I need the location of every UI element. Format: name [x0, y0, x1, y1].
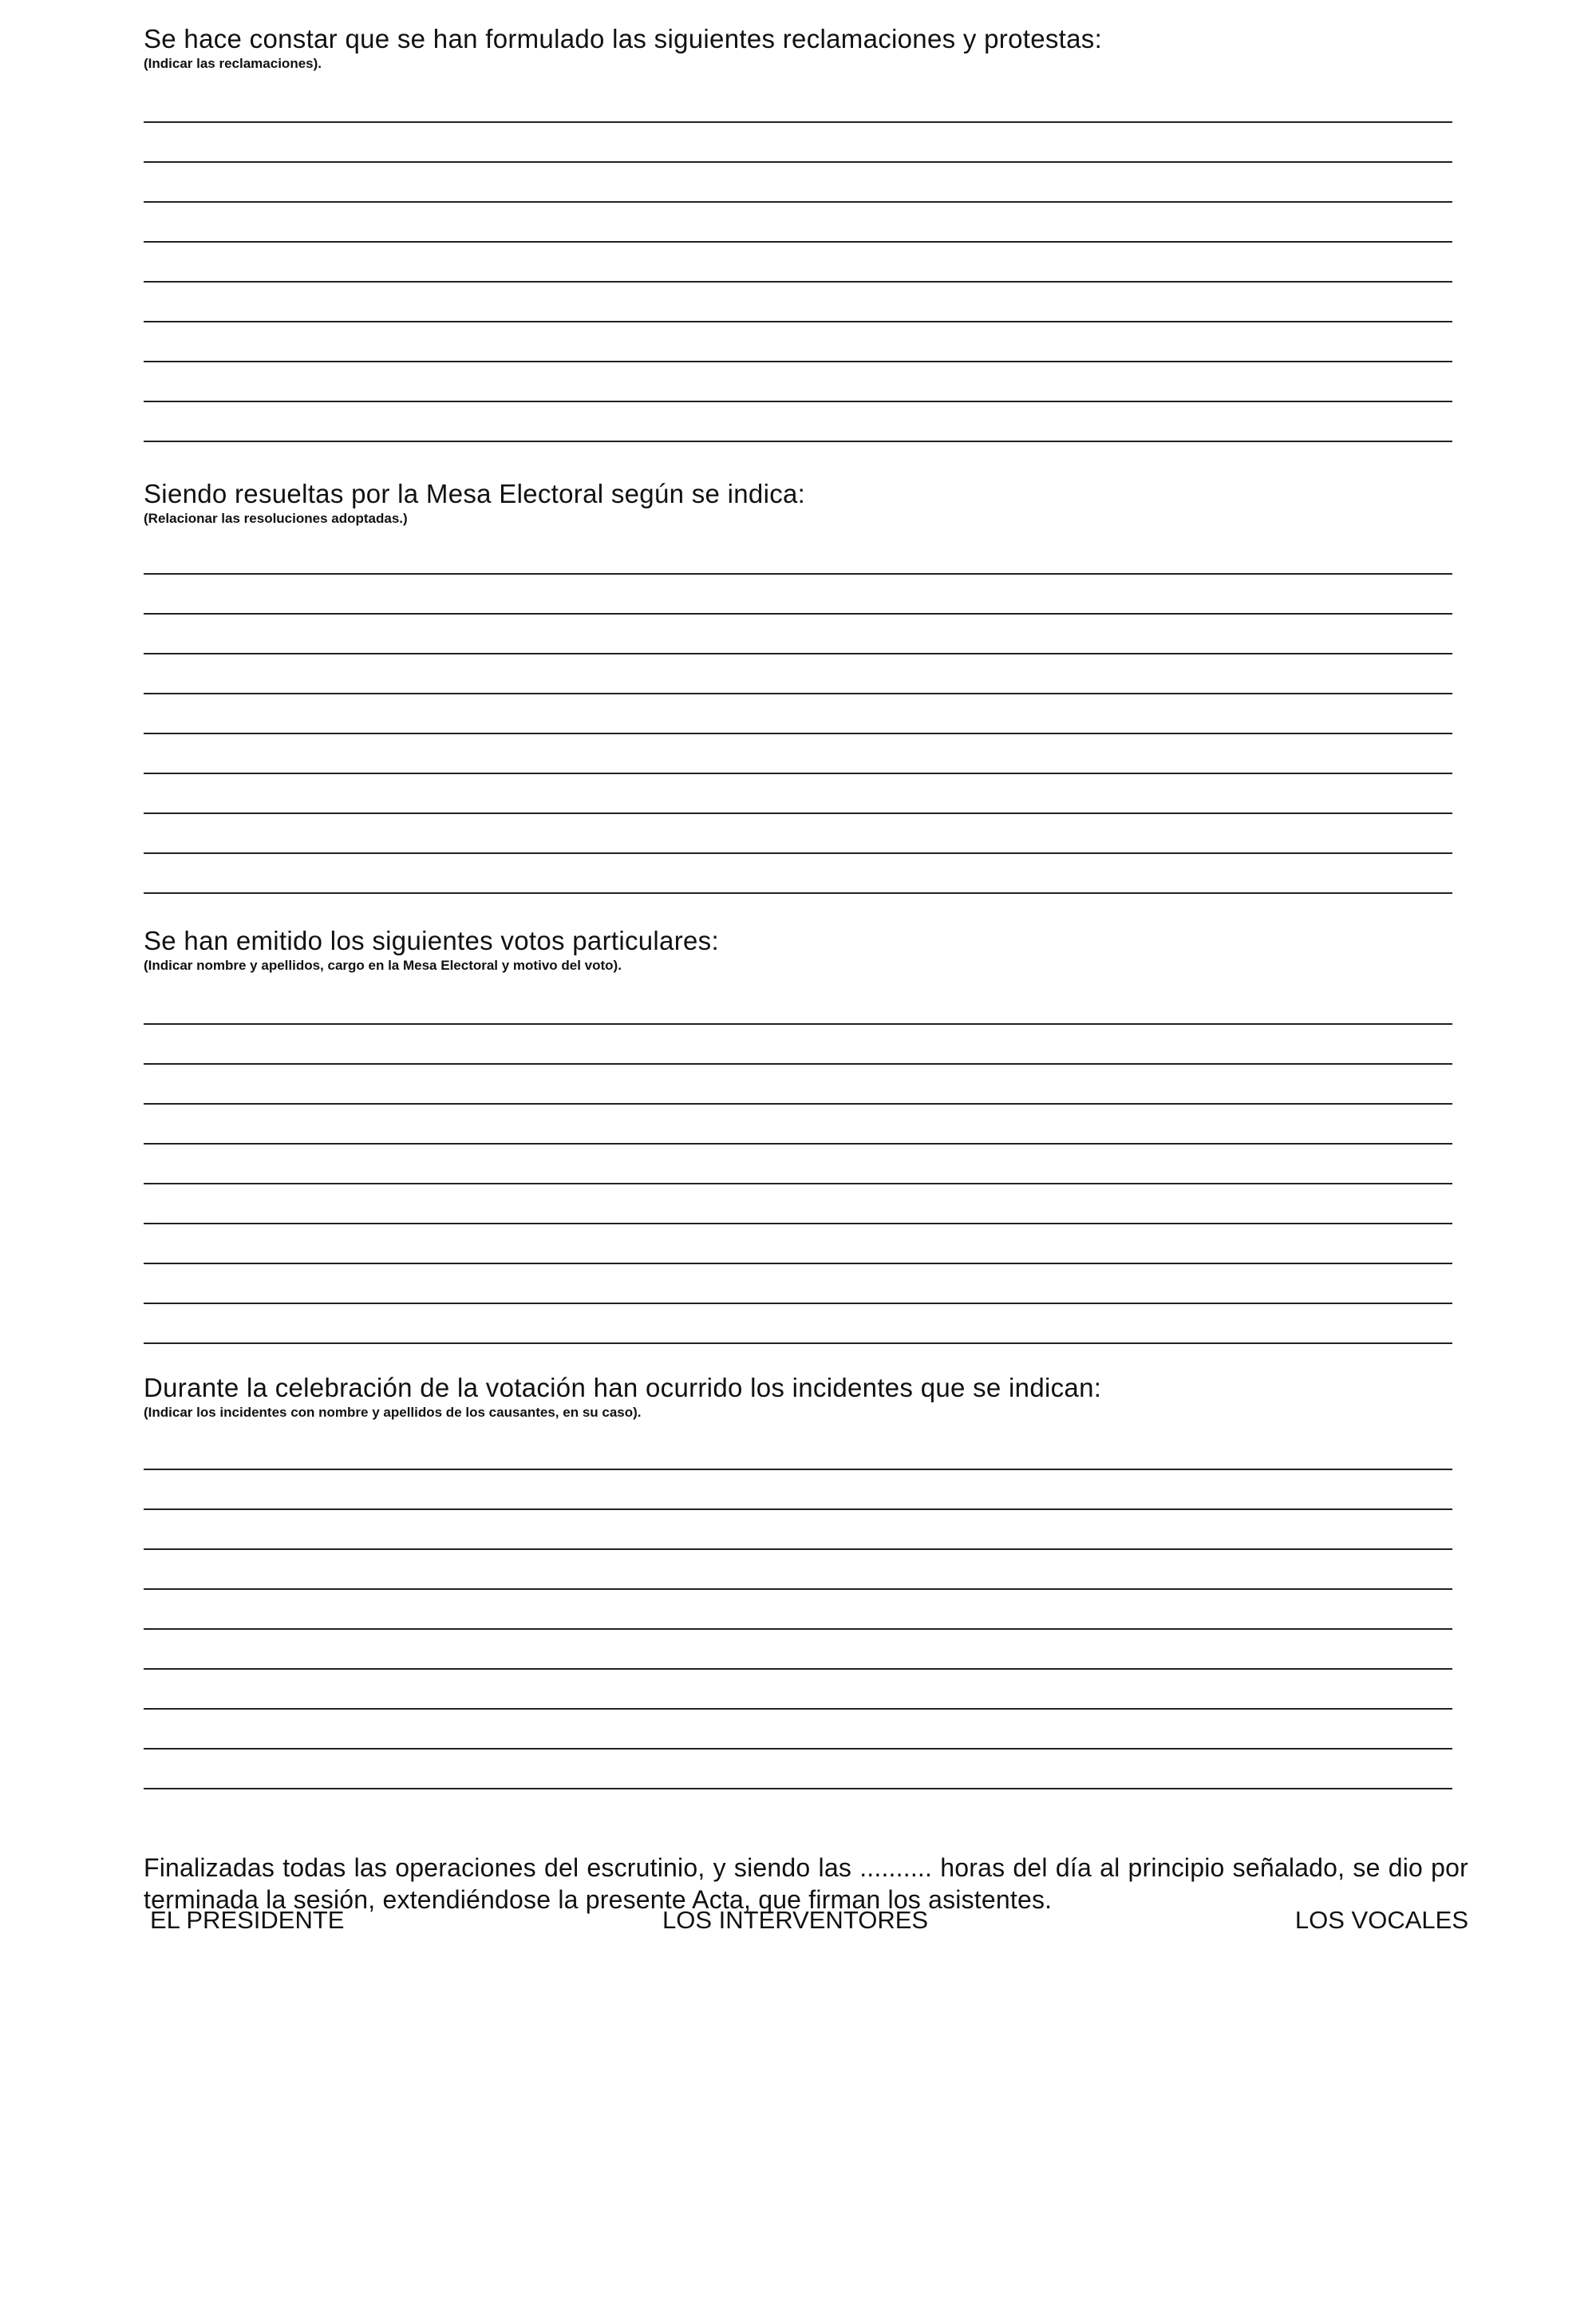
- writing-line[interactable]: [144, 693, 1452, 694]
- writing-line[interactable]: [144, 361, 1452, 362]
- writing-line[interactable]: [144, 773, 1452, 774]
- writing-line[interactable]: [144, 1588, 1452, 1590]
- section-title: Siendo resueltas por la Mesa Electoral según se indica:: [144, 479, 806, 508]
- writing-line[interactable]: [144, 1223, 1452, 1224]
- writing-line[interactable]: [144, 1628, 1452, 1630]
- writing-line[interactable]: [144, 1303, 1452, 1304]
- writing-line[interactable]: [144, 1103, 1452, 1105]
- writing-line[interactable]: [144, 653, 1452, 654]
- section-title: Durante la celebración de la votación han ocurrido los incidentes que se indican:: [144, 1373, 1102, 1402]
- section-title: Se han emitido los siguientes votos particulares:: [144, 926, 719, 955]
- writing-line[interactable]: [144, 121, 1452, 123]
- signature-row: [144, 1906, 1468, 1938]
- section-note: (Relacionar las resoluciones adoptadas.): [144, 511, 408, 526]
- writing-line[interactable]: [144, 1469, 1452, 1470]
- writing-line[interactable]: [144, 1668, 1452, 1670]
- writing-line[interactable]: [144, 1748, 1452, 1750]
- writing-line[interactable]: [144, 241, 1452, 243]
- writing-line[interactable]: [144, 441, 1452, 442]
- writing-line[interactable]: [144, 573, 1452, 575]
- writing-line[interactable]: [144, 1508, 1452, 1510]
- writing-line[interactable]: [144, 201, 1452, 203]
- writing-line[interactable]: [144, 852, 1452, 854]
- section-note: (Indicar las reclamaciones).: [144, 56, 322, 71]
- section-note: (Indicar nombre y apellidos, cargo en la Mesa Electoral y motivo del voto).: [144, 958, 622, 973]
- writing-line[interactable]: [144, 892, 1452, 894]
- section-reclamaciones: [144, 24, 1452, 72]
- writing-line[interactable]: [144, 813, 1452, 814]
- closing-paragraph: Finalizadas todas las operaciones del escrutinio, y siendo las .......... horas del día al principio señalado, se dio por terminada la sesión, extendiéndose la presente Acta, que firman los asistentes.: [144, 1853, 1468, 1914]
- signature-vocals: LOS VOCALES: [1294, 1906, 1468, 1934]
- writing-line[interactable]: [144, 1143, 1452, 1145]
- writing-line[interactable]: [144, 1342, 1452, 1344]
- writing-line[interactable]: [144, 281, 1452, 283]
- section-votos-particulares: [144, 926, 1452, 974]
- writing-line[interactable]: [144, 1063, 1452, 1065]
- section-incidentes: [144, 1373, 1452, 1421]
- writing-line[interactable]: [144, 1263, 1452, 1264]
- writing-line[interactable]: [144, 401, 1452, 402]
- writing-line[interactable]: [144, 161, 1452, 163]
- writing-line[interactable]: [144, 1183, 1452, 1184]
- writing-line[interactable]: [144, 613, 1452, 615]
- signature-interventors: LOS INTERVENTORES: [662, 1906, 929, 1934]
- writing-line[interactable]: [144, 1023, 1452, 1025]
- signature-president: EL PRESIDENTE: [150, 1906, 345, 1934]
- writing-line[interactable]: [144, 1788, 1452, 1789]
- writing-line[interactable]: [144, 1548, 1452, 1550]
- section-title: Se hace constar que se han formulado las siguientes reclamaciones y protestas:: [144, 24, 1103, 53]
- writing-line[interactable]: [144, 733, 1452, 734]
- writing-line[interactable]: [144, 321, 1452, 322]
- section-resoluciones: [144, 479, 1452, 527]
- section-note: (Indicar los incidentes con nombre y apellidos de los causantes, en su caso).: [144, 1405, 642, 1420]
- writing-line[interactable]: [144, 1708, 1452, 1710]
